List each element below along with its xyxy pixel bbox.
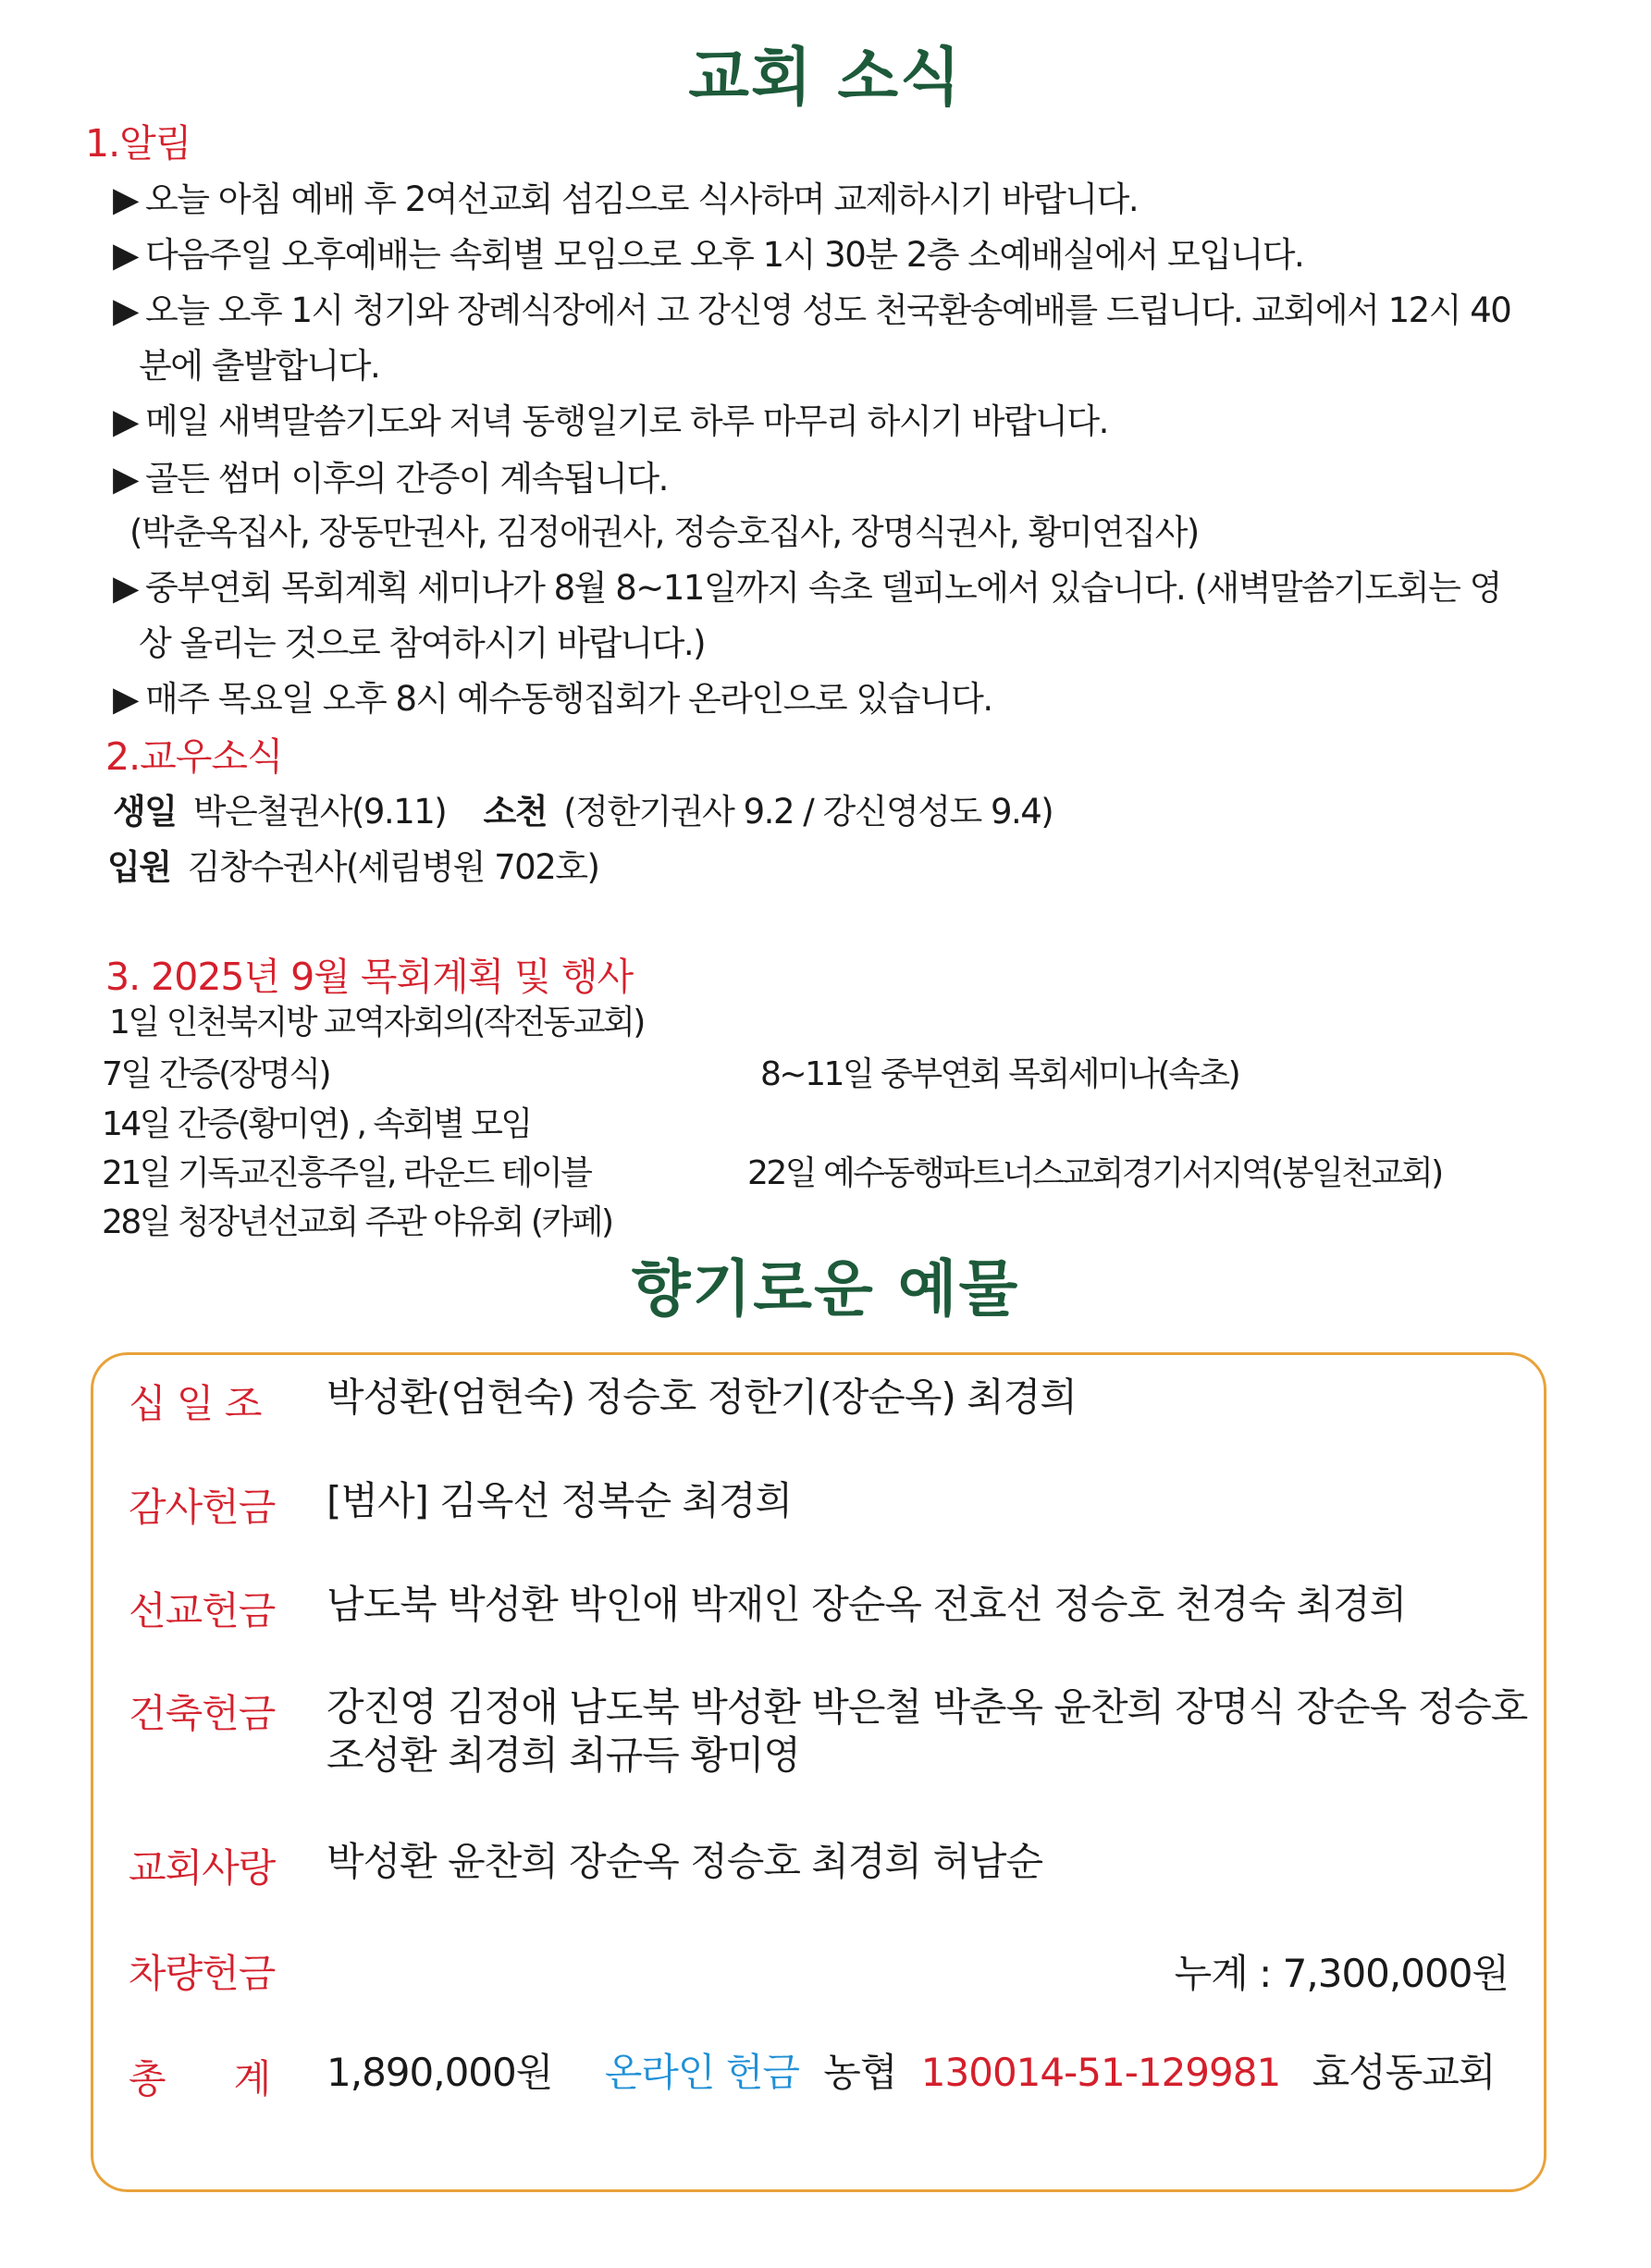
account-holder: 효성동교회: [1312, 2050, 1496, 2095]
passed-text: (정한기권사 9.2 / 강신영성도 9.4): [563, 792, 1053, 832]
total-amount: 1,890,000원: [327, 2050, 553, 2095]
offering-label: 십 일 조: [129, 1381, 262, 1426]
bullet-arrow-icon: ▶: [113, 179, 138, 219]
bullet-arrow-icon: ▶: [113, 459, 138, 499]
bullet-arrow-icon: ▶: [113, 401, 138, 441]
announcement-item: ▶ 오늘 오후 1시 청기와 장례식장에서 고 강신영 성도 천국환송예배를 드립니다. 교회에서 12시 40: [113, 290, 1511, 330]
announcement-item-continued: 분에 출발합니다.: [139, 346, 380, 386]
schedule-item: 1일 인천북지방 교역자회의(작전동교회): [109, 1004, 644, 1042]
offering-label: 교회사랑: [129, 1845, 276, 1891]
passed-label: 소천: [483, 792, 547, 832]
birthday-line: [113, 783, 1053, 833]
offering-label: 선교헌금: [129, 1588, 276, 1633]
schedule-heading: 3. 2025년 9월 목회계획 및 행사: [105, 955, 634, 999]
online-offering-label: 온라인 헌금: [604, 2050, 799, 2095]
total-label: 총 계: [129, 2056, 271, 2102]
bank-name: 농협: [823, 2050, 897, 2095]
offering-label: 건축헌금: [129, 1691, 276, 1736]
offering-names: 강진영 김정애 남도북 박성환 박은철 박춘옥 윤찬희 장명식 장순옥 정승호 조성환 최경희 최규득 황미영: [327, 1684, 1528, 1778]
schedule-item: 22일 예수동행파트너스교회경기서지역(봉일천교회): [747, 1154, 1442, 1192]
hospital-text: 김창수권사(세림병원 702호): [187, 847, 599, 887]
offering-names: [범사] 김옥선 정복순 최경희: [327, 1478, 793, 1523]
offering-names: 박성환(엄현숙) 정승호 정한기(장순옥) 최경희: [327, 1374, 1077, 1420]
schedule-item: 28일 청장년선교회 주관 야유회 (카페): [102, 1203, 612, 1241]
bullet-arrow-icon: ▶: [113, 235, 138, 275]
offering-box: [91, 1352, 1546, 2192]
offering-label: 차량헌금: [129, 1951, 276, 1996]
total-line: [327, 2049, 1495, 2097]
page-title: 교회 소식: [688, 42, 963, 115]
hospital-line: [107, 839, 598, 889]
members-heading: 2.교우소식: [105, 734, 283, 779]
offering-title: 향기로운 예물: [631, 1253, 1020, 1325]
schedule-item: 21일 기독교진흥주일, 라운드 테이블: [102, 1154, 591, 1192]
schedule-item: 8~11일 중부연회 목회세미나(속초): [760, 1055, 1239, 1093]
announcement-item: ▶ 다음주일 오후예배는 속회별 모임으로 오후 1시 30분 2층 소예배실에서 모입니다.: [113, 235, 1304, 275]
offering-label: 감사헌금: [129, 1485, 276, 1530]
vehicle-cumulative-total: 누계 : 7,300,000원: [1174, 1951, 1509, 1996]
announcement-item: ▶ 메일 새벽말씀기도와 저녁 동행일기로 하루 마무리 하시기 바랍니다.: [113, 401, 1108, 441]
bullet-arrow-icon: ▶: [113, 679, 138, 719]
hospital-label: 입원: [107, 847, 171, 887]
schedule-item: 14일 간증(황미연) , 속회별 모임: [102, 1105, 531, 1143]
offering-names: 박성환 윤찬희 장순옥 정승호 최경희 허남순: [327, 1839, 1043, 1884]
announcement-item-continued: 상 올리는 것으로 참여하시기 바랍니다.): [139, 623, 706, 663]
offering-names: 남도북 박성환 박인애 박재인 장순옥 전효선 정승호 천경숙 최경희: [327, 1582, 1407, 1627]
bullet-arrow-icon: ▶: [113, 568, 138, 608]
schedule-item: 7일 간증(장명식): [102, 1055, 330, 1093]
announcement-item-continued: (박춘옥집사, 장동만권사, 김정애권사, 정승호집사, 장명식권사, 황미연집사): [129, 512, 1199, 552]
bullet-arrow-icon: ▶: [113, 290, 138, 330]
announcement-item: ▶ 중부연회 목회계획 세미나가 8월 8~11일까지 속초 델피노에서 있습니다. (새벽말씀기도회는 영: [113, 568, 1501, 608]
announcement-item: ▶ 골든 썸머 이후의 간증이 계속됩니다.: [113, 459, 668, 499]
birthday-label: 생일: [113, 792, 177, 832]
birthday-text: 박은철권사(9.11): [192, 792, 447, 832]
announcement-item: ▶ 매주 목요일 오후 8시 예수동행집회가 온라인으로 있습니다.: [113, 679, 992, 719]
announcement-item: ▶ 오늘 아침 예배 후 2여선교회 섬김으로 식사하며 교제하시기 바랍니다.: [113, 179, 1139, 219]
announcements-heading: 1.알림: [85, 121, 191, 166]
account-number: 130014-51-129981: [920, 2050, 1281, 2095]
